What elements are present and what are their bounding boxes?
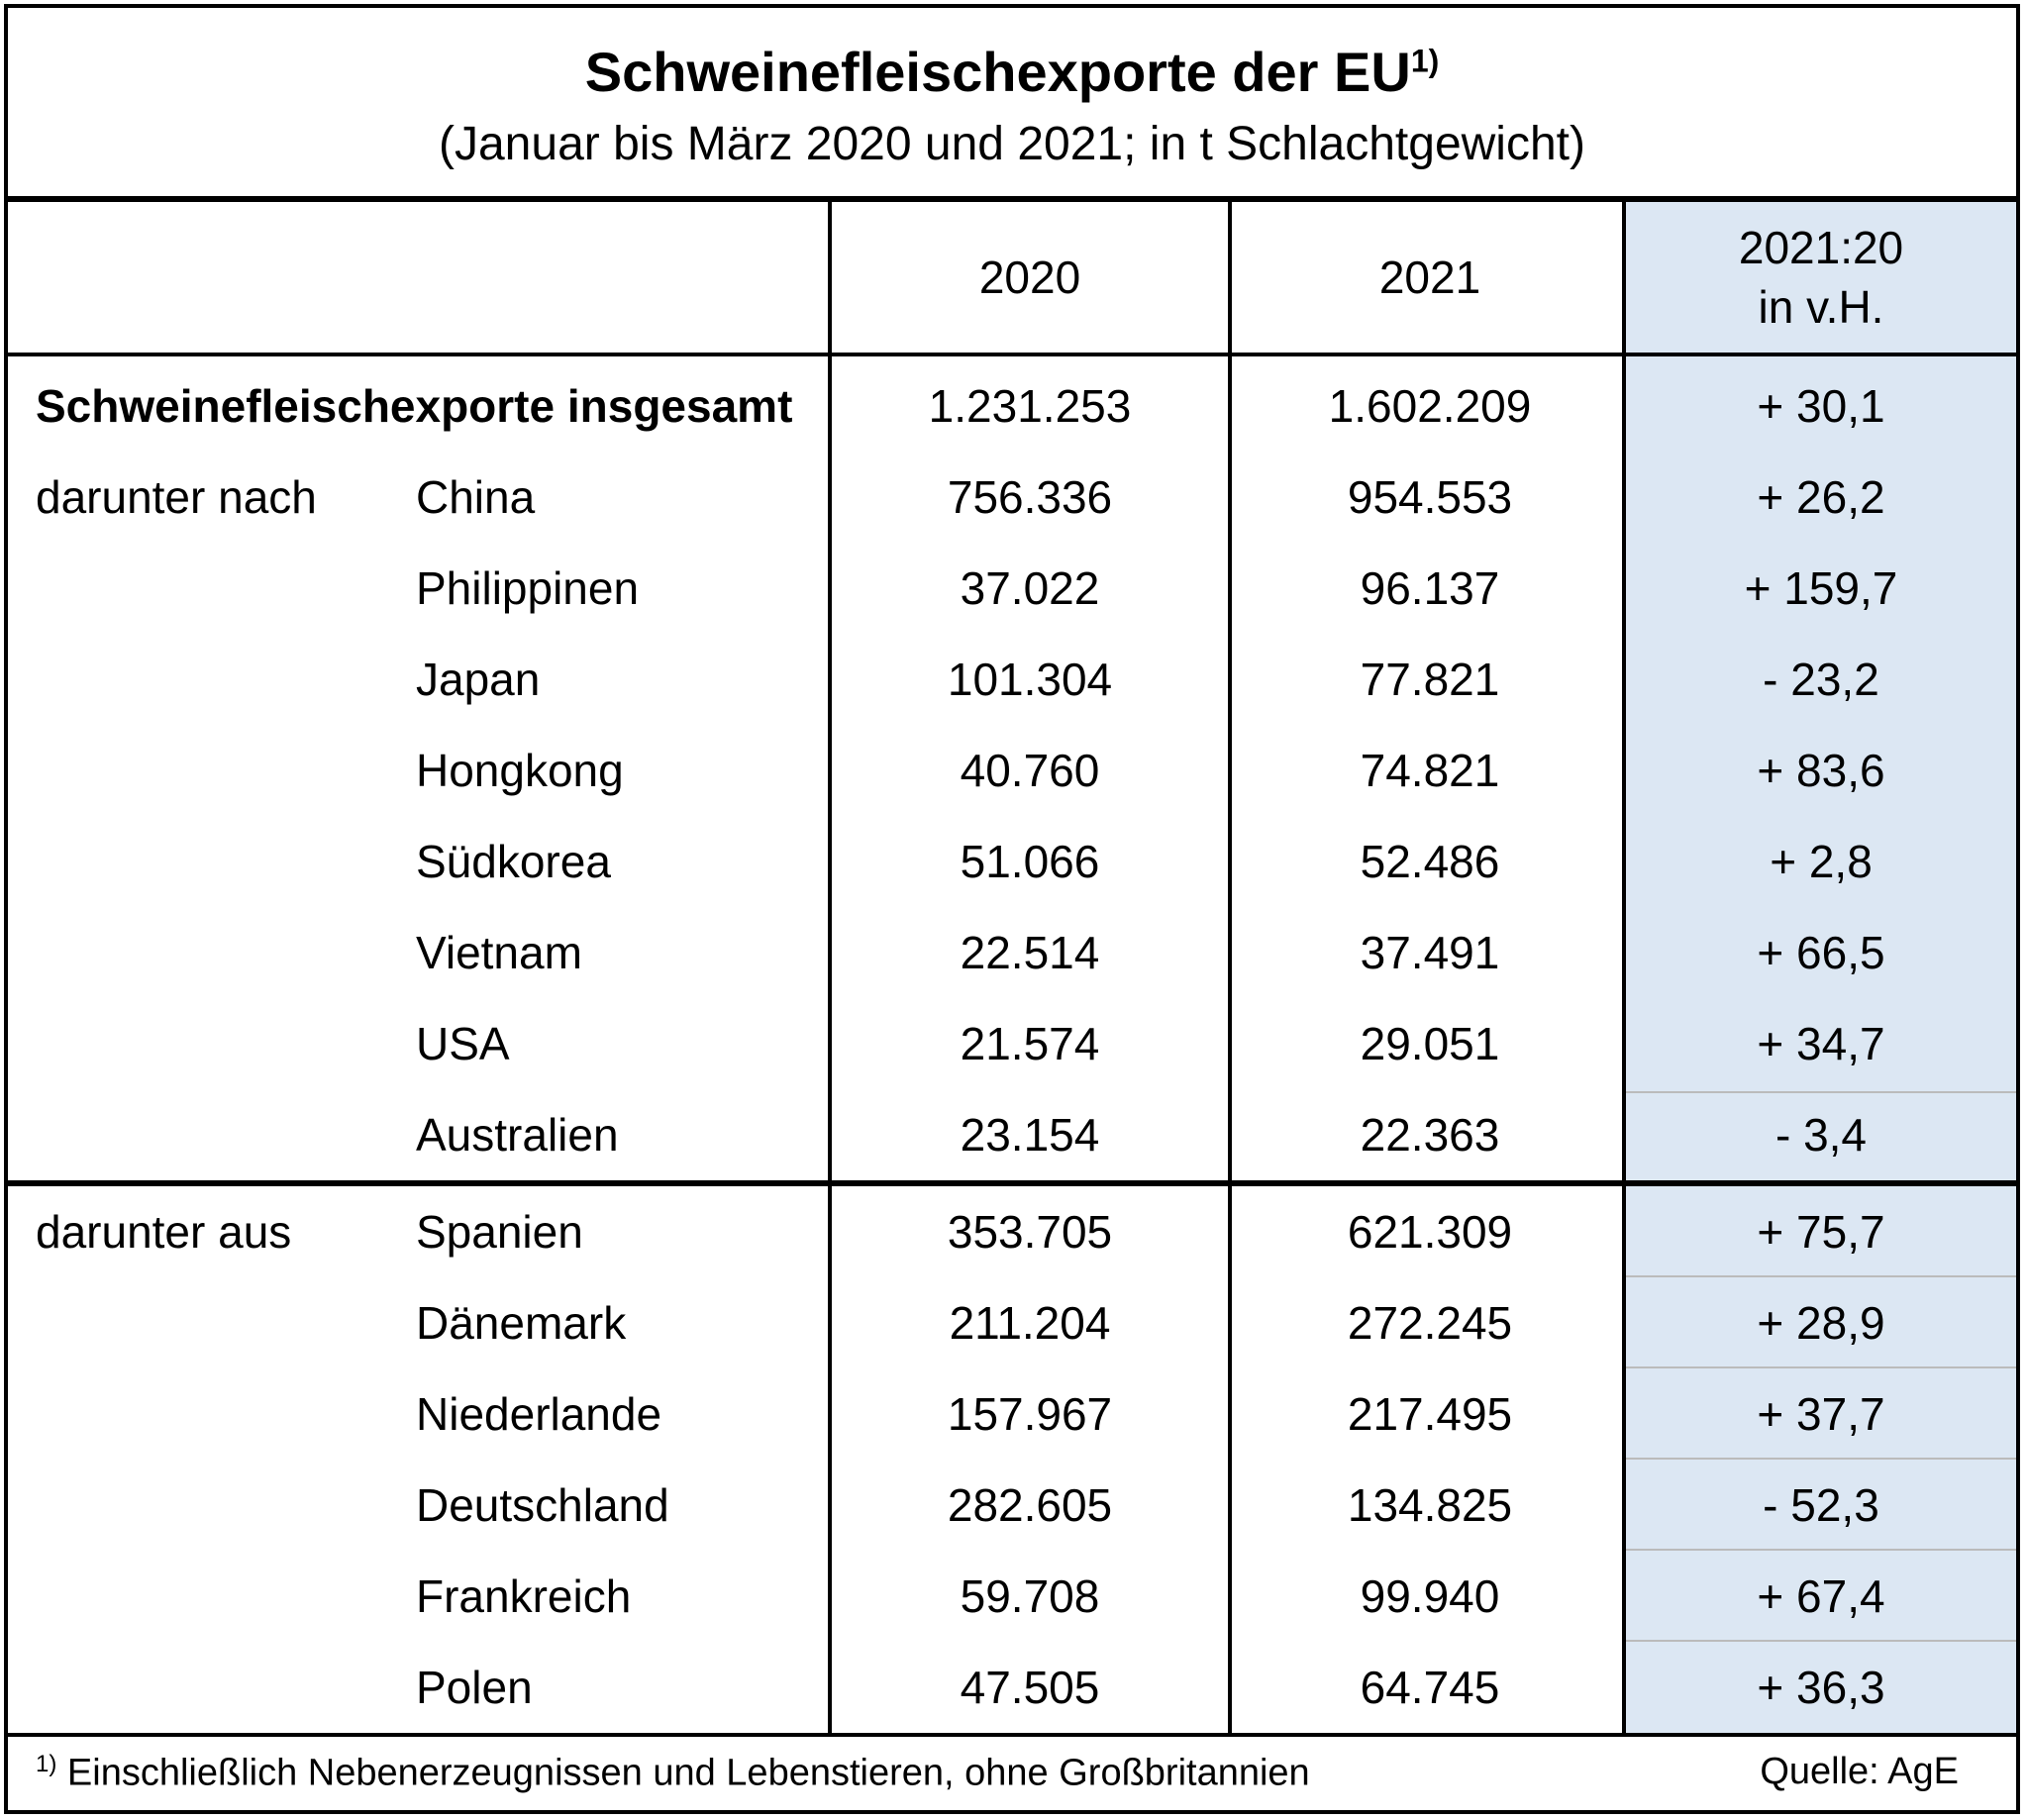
value-change: + 75,7 bbox=[1757, 1206, 1885, 1258]
value-2021: 74.821 bbox=[1360, 745, 1500, 796]
country-name: Frankreich bbox=[416, 1570, 632, 1622]
value-2020: 756.336 bbox=[947, 471, 1113, 523]
cell-divider bbox=[1622, 1549, 2016, 1551]
value-2021: 621.309 bbox=[1347, 1206, 1513, 1258]
country-name: Vietnam bbox=[416, 927, 582, 978]
value-2021: 64.745 bbox=[1360, 1662, 1500, 1713]
value-change: + 159,7 bbox=[1744, 562, 1898, 614]
value-2021: 217.495 bbox=[1347, 1388, 1513, 1440]
value-2021: 272.245 bbox=[1347, 1297, 1513, 1349]
country-name: USA bbox=[416, 1018, 510, 1069]
table-row bbox=[8, 1089, 2016, 1180]
value-change: + 37,7 bbox=[1757, 1388, 1885, 1440]
value-2020: 40.760 bbox=[960, 745, 1100, 796]
country-name: Deutschland bbox=[416, 1479, 669, 1531]
country-name: Dänemark bbox=[416, 1297, 627, 1349]
section-divider bbox=[8, 1180, 2016, 1186]
value-2021: 99.940 bbox=[1360, 1570, 1500, 1622]
country-name: China bbox=[416, 471, 536, 523]
value-2020: 211.204 bbox=[949, 1297, 1111, 1349]
value-2021: 954.553 bbox=[1347, 471, 1513, 523]
value-2021: 77.821 bbox=[1360, 654, 1500, 705]
footnote-marker: 1) bbox=[36, 1751, 57, 1777]
value-2020: 22.514 bbox=[960, 927, 1100, 978]
source-credit: Quelle: AgE bbox=[1760, 1751, 1959, 1792]
header-change-line1: 2021:20 bbox=[1738, 222, 1904, 273]
total-2020: 1.231.253 bbox=[928, 380, 1132, 432]
header-divider bbox=[8, 353, 2016, 356]
header-change-line2: in v.H. bbox=[1758, 281, 1884, 333]
footer bbox=[8, 1733, 2016, 1810]
value-change: - 3,4 bbox=[1774, 1109, 1868, 1161]
header-2020: 2020 bbox=[978, 252, 1081, 303]
value-change: + 83,6 bbox=[1757, 745, 1885, 796]
value-change: + 34,7 bbox=[1757, 1018, 1885, 1069]
country-name: Hongkong bbox=[416, 745, 624, 796]
cell-divider bbox=[1622, 1458, 2016, 1460]
title-text: Schweinefleischexporte der EU bbox=[584, 41, 1411, 103]
cell-divider bbox=[1622, 1366, 2016, 1368]
table-row bbox=[8, 1186, 2016, 1277]
value-change: + 28,9 bbox=[1757, 1297, 1885, 1349]
footnote bbox=[36, 1751, 1310, 1795]
value-2020: 157.967 bbox=[947, 1388, 1113, 1440]
total-2021: 1.602.209 bbox=[1328, 380, 1532, 432]
table-row bbox=[8, 998, 2016, 1089]
country-name: Australien bbox=[416, 1109, 619, 1161]
table-row bbox=[8, 1460, 2016, 1551]
country-name: Spanien bbox=[416, 1206, 583, 1258]
cell-divider bbox=[1622, 1275, 2016, 1277]
value-2020: 101.304 bbox=[947, 654, 1113, 705]
data-table bbox=[8, 202, 2016, 1733]
value-2020: 21.574 bbox=[960, 1018, 1100, 1069]
country-name: Japan bbox=[416, 654, 541, 705]
table-row bbox=[8, 634, 2016, 725]
value-change: - 23,2 bbox=[1763, 654, 1879, 705]
title-footnote-marker: 1) bbox=[1410, 43, 1440, 79]
footnote-text: Einschließlich Nebenerzeugnissen und Lebenstieren, ohne Großbritannien bbox=[66, 1752, 1310, 1794]
header-2021: 2021 bbox=[1378, 252, 1481, 303]
value-2021: 134.825 bbox=[1347, 1479, 1513, 1531]
value-2020: 282.605 bbox=[947, 1479, 1113, 1531]
value-change: + 36,3 bbox=[1757, 1662, 1885, 1713]
value-2020: 353.705 bbox=[947, 1206, 1113, 1258]
value-change: + 66,5 bbox=[1757, 927, 1885, 978]
table-row bbox=[8, 543, 2016, 634]
value-change: + 67,4 bbox=[1757, 1570, 1885, 1622]
column-divider bbox=[828, 202, 832, 1733]
destinations-label: darunter nach bbox=[36, 471, 317, 523]
title-block bbox=[8, 8, 2016, 202]
value-change: + 26,2 bbox=[1757, 471, 1885, 523]
table-frame bbox=[4, 4, 2020, 1814]
page-title bbox=[8, 40, 2016, 104]
value-2021: 52.486 bbox=[1360, 836, 1500, 887]
column-divider bbox=[1622, 202, 1626, 1733]
table-row bbox=[8, 1277, 2016, 1368]
table-row bbox=[8, 1368, 2016, 1460]
page-subtitle: (Januar bis März 2020 und 2021; in t Schlachtgewicht) bbox=[439, 118, 1585, 170]
country-name: Südkorea bbox=[416, 836, 611, 887]
value-2021: 96.137 bbox=[1360, 562, 1500, 614]
column-divider bbox=[1228, 202, 1232, 1733]
table-row-total bbox=[8, 360, 2016, 452]
value-2021: 22.363 bbox=[1360, 1109, 1500, 1161]
value-2020: 51.066 bbox=[960, 836, 1100, 887]
header-change bbox=[1626, 202, 2016, 353]
value-2021: 29.051 bbox=[1360, 1018, 1500, 1069]
value-2020: 47.505 bbox=[960, 1662, 1100, 1713]
table-row bbox=[8, 1551, 2016, 1642]
country-name: Polen bbox=[416, 1662, 533, 1713]
table-row bbox=[8, 1642, 2016, 1733]
table-row bbox=[8, 725, 2016, 816]
origins-label: darunter aus bbox=[36, 1206, 292, 1258]
country-name: Philippinen bbox=[416, 562, 640, 614]
total-label: Schweinefleischexporte insgesamt bbox=[36, 380, 793, 432]
cell-divider bbox=[1622, 1091, 2016, 1093]
value-2020: 23.154 bbox=[960, 1109, 1100, 1161]
value-2020: 59.708 bbox=[960, 1570, 1100, 1622]
value-2021: 37.491 bbox=[1360, 927, 1500, 978]
country-name: Niederlande bbox=[416, 1388, 662, 1440]
cell-divider bbox=[1622, 1640, 2016, 1642]
table-row bbox=[8, 452, 2016, 543]
table-row bbox=[8, 907, 2016, 998]
value-2020: 37.022 bbox=[960, 562, 1100, 614]
total-change: + 30,1 bbox=[1757, 380, 1885, 432]
value-change: + 2,8 bbox=[1770, 836, 1873, 887]
value-change: - 52,3 bbox=[1763, 1479, 1879, 1531]
table-row bbox=[8, 816, 2016, 907]
